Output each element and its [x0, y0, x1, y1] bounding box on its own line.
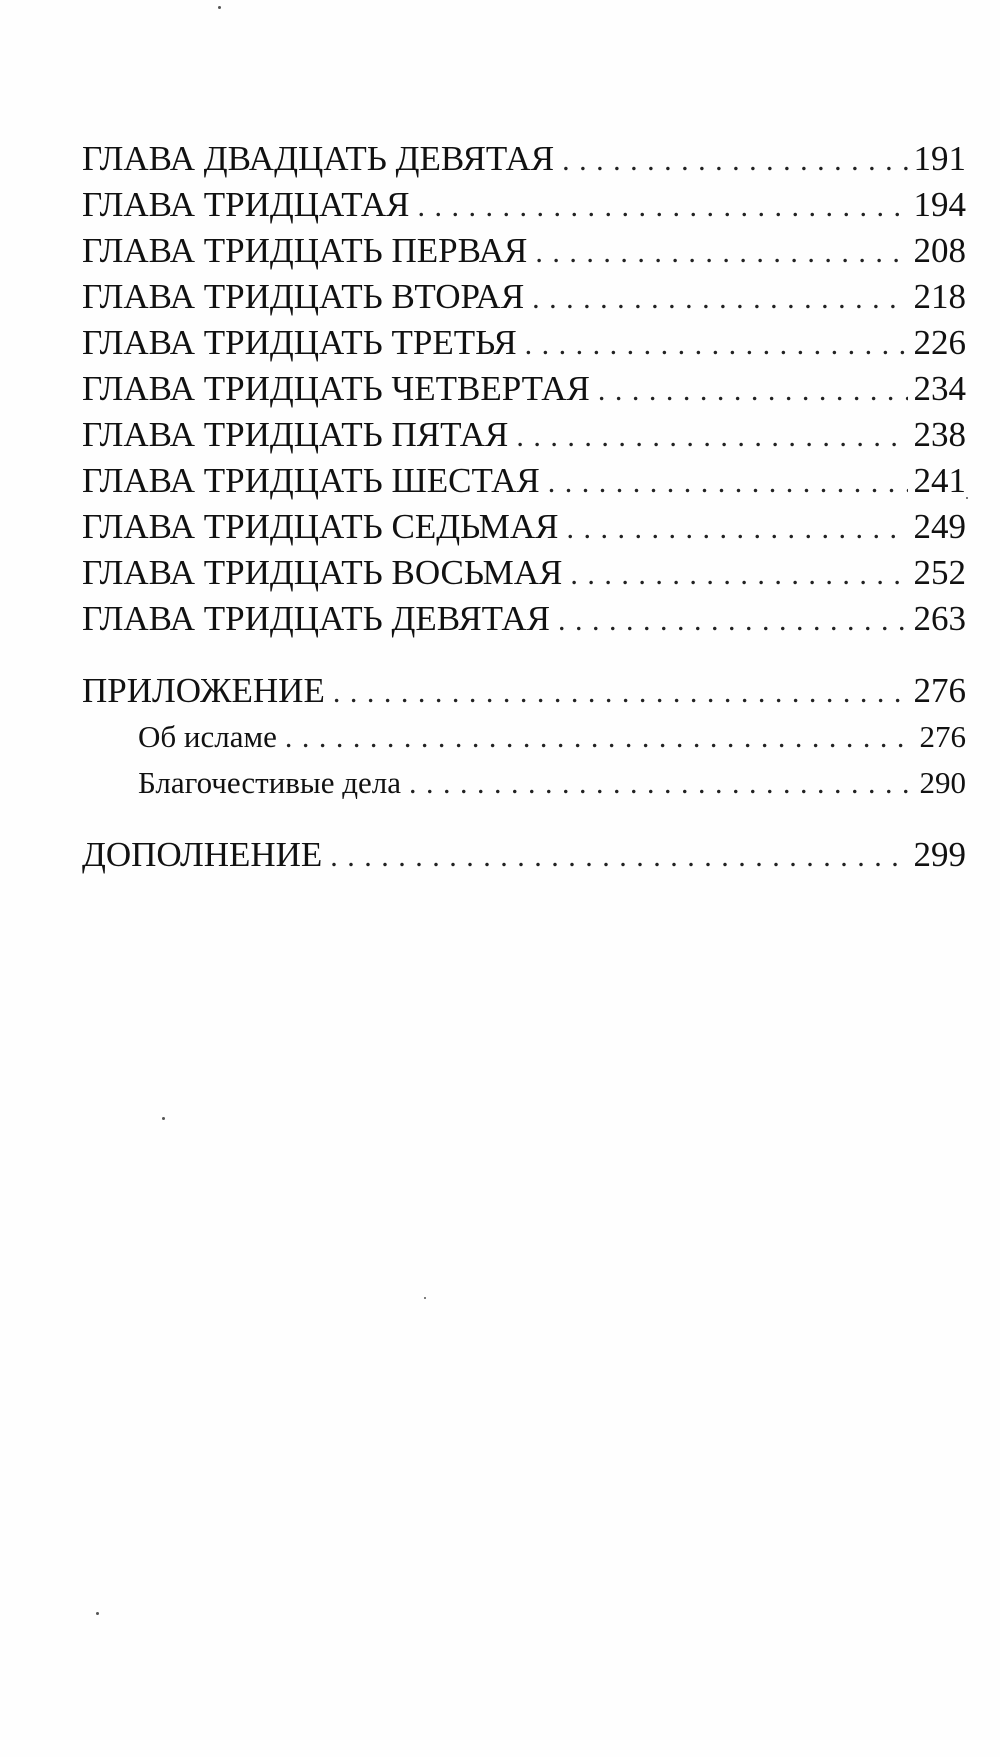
- toc-entry-chapter-38[interactable]: [82, 550, 966, 596]
- toc-entry-page-number: 194: [913, 185, 966, 224]
- dot-leader: [525, 322, 908, 368]
- toc-subentry-pious-deeds[interactable]: [82, 760, 966, 806]
- appendix-group: [82, 668, 966, 806]
- toc-entry-chapter-29[interactable]: [82, 136, 966, 182]
- dot-leader: [567, 506, 908, 552]
- toc-entry-label: ГЛАВА ТРИДЦАТЬ ПЕРВАЯ: [82, 231, 528, 270]
- toc-entry-chapter-33[interactable]: [82, 320, 966, 366]
- dot-leader: [570, 552, 907, 598]
- dot-leader: [532, 276, 907, 322]
- dot-leader: [409, 761, 913, 807]
- toc-entry-label: ГЛАВА ТРИДЦАТЬ ВОСЬМАЯ: [82, 553, 563, 592]
- chapters-group: [82, 136, 966, 642]
- supplement-group: [82, 832, 966, 878]
- toc-entry-page-number: 241: [913, 461, 966, 500]
- table-of-contents: [82, 136, 966, 878]
- toc-entry-page-number: 208: [913, 231, 966, 270]
- toc-entry-chapter-39[interactable]: [82, 596, 966, 642]
- toc-entry-chapter-34[interactable]: [82, 366, 966, 412]
- toc-entry-chapter-32[interactable]: [82, 274, 966, 320]
- toc-entry-page-number: 238: [913, 415, 966, 454]
- scan-speck: [424, 1297, 426, 1299]
- toc-entry-page-number: 290: [919, 765, 966, 800]
- toc-entry-label: ГЛАВА ТРИДЦАТЬ ДЕВЯТАЯ: [82, 599, 550, 638]
- toc-entry-chapter-36[interactable]: [82, 458, 966, 504]
- toc-entry-label: ГЛАВА ТРИДЦАТЬ ТРЕТЬЯ: [82, 323, 517, 362]
- toc-entry-label: ГЛАВА ТРИДЦАТЬ ШЕСТАЯ: [82, 461, 540, 500]
- dot-leader: [333, 670, 908, 716]
- toc-entry-chapter-37[interactable]: [82, 504, 966, 550]
- dot-leader: [330, 834, 907, 880]
- toc-subentry-about-islam[interactable]: [82, 714, 966, 760]
- toc-entry-chapter-31[interactable]: [82, 228, 966, 274]
- dot-leader: [516, 414, 907, 460]
- toc-entry-chapter-30[interactable]: [82, 182, 966, 228]
- toc-entry-label: Об исламе: [138, 719, 277, 754]
- toc-entry-label: ГЛАВА ТРИДЦАТЬ ПЯТАЯ: [82, 415, 509, 454]
- toc-entry-label: ГЛАВА ДВАДЦАТЬ ДЕВЯТАЯ: [82, 139, 555, 178]
- toc-entry-page-number: 226: [913, 323, 966, 362]
- toc-entry-page-number: 263: [913, 599, 966, 638]
- toc-entry-supplement[interactable]: [82, 832, 966, 878]
- toc-entry-page-number: 299: [913, 835, 966, 874]
- scan-speck: [218, 6, 221, 9]
- scan-speck: [966, 497, 968, 499]
- toc-entry-chapter-35[interactable]: [82, 412, 966, 458]
- scan-speck: [96, 1612, 99, 1615]
- dot-leader: [285, 715, 914, 761]
- toc-entry-label: Благочестивые дела: [138, 765, 402, 800]
- dot-leader: [558, 598, 908, 644]
- scan-speck: [162, 1117, 165, 1120]
- toc-entry-label: ПРИЛОЖЕНИЕ: [82, 671, 325, 710]
- toc-entry-label: ГЛАВА ТРИДЦАТАЯ: [82, 185, 410, 224]
- toc-entry-page-number: 276: [919, 719, 966, 754]
- toc-entry-page-number: 234: [913, 369, 966, 408]
- dot-leader: [535, 230, 907, 276]
- toc-entry-label: ГЛАВА ТРИДЦАТЬ ЧЕТВЕРТАЯ: [82, 369, 590, 408]
- toc-entry-label: ГЛАВА ТРИДЦАТЬ СЕДЬМАЯ: [82, 507, 559, 546]
- dot-leader: [418, 184, 908, 230]
- toc-entry-page-number: 218: [913, 277, 966, 316]
- toc-entry-page-number: 191: [913, 139, 966, 178]
- dot-leader: [548, 460, 908, 506]
- toc-entry-page-number: 252: [913, 553, 966, 592]
- toc-entry-page-number: 276: [913, 671, 966, 710]
- dot-leader: [562, 138, 907, 184]
- toc-entry-label: ДОПОЛНЕНИЕ: [82, 835, 323, 874]
- toc-entry-label: ГЛАВА ТРИДЦАТЬ ВТОРАЯ: [82, 277, 525, 316]
- dot-leader: [598, 368, 908, 414]
- toc-entry-appendix[interactable]: [82, 668, 966, 714]
- toc-entry-page-number: 249: [913, 507, 966, 546]
